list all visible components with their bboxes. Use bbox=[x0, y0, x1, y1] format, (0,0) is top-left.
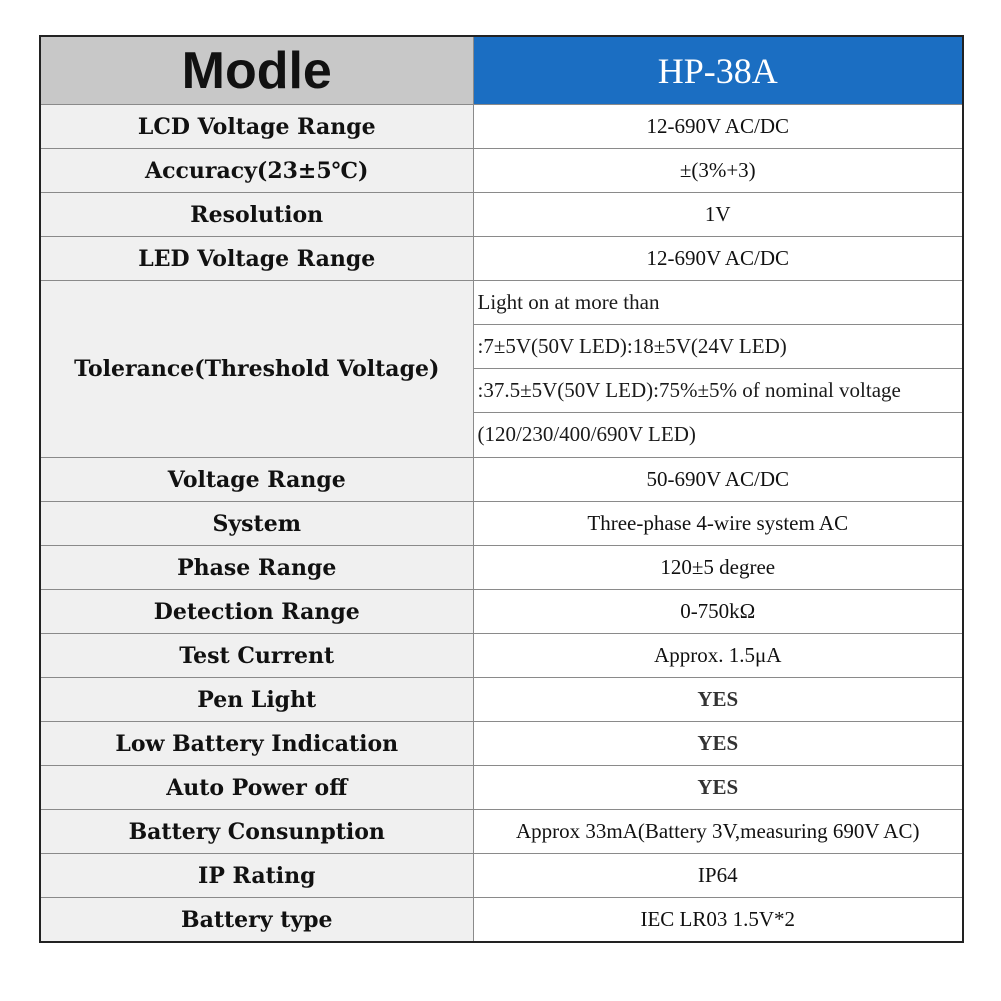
spec-value: IP64 bbox=[473, 854, 963, 898]
spec-value: YES bbox=[473, 766, 963, 810]
spec-label: Voltage Range bbox=[40, 458, 473, 502]
spec-row bbox=[40, 898, 963, 943]
spec-label: Auto Power off bbox=[40, 766, 473, 810]
tolerance-label: Tolerance(Threshold Voltage) bbox=[40, 281, 473, 458]
spec-row bbox=[40, 149, 963, 193]
spec-label: Detection Range bbox=[40, 590, 473, 634]
spec-value: 0-750kΩ bbox=[473, 590, 963, 634]
spec-label: Test Current bbox=[40, 634, 473, 678]
spec-row bbox=[40, 237, 963, 281]
spec-value: Approx. 1.5μA bbox=[473, 634, 963, 678]
spec-value: 1V bbox=[473, 193, 963, 237]
tolerance-line: Light on at more than bbox=[474, 281, 963, 325]
model-label: Modle bbox=[40, 36, 473, 105]
spec-label: Accuracy(23±5℃) bbox=[40, 149, 473, 193]
spec-value: 12-690V AC/DC bbox=[473, 105, 963, 149]
tolerance-row bbox=[40, 281, 963, 458]
model-value: HP-38A bbox=[473, 36, 963, 105]
spec-table bbox=[39, 35, 964, 943]
spec-row bbox=[40, 105, 963, 149]
spec-row bbox=[40, 678, 963, 722]
spec-label: Low Battery Indication bbox=[40, 722, 473, 766]
spec-label: LCD Voltage Range bbox=[40, 105, 473, 149]
spec-label: Phase Range bbox=[40, 546, 473, 590]
spec-row bbox=[40, 766, 963, 810]
spec-value: ±(3%+3) bbox=[473, 149, 963, 193]
spec-row bbox=[40, 458, 963, 502]
spec-value: 50-690V AC/DC bbox=[473, 458, 963, 502]
spec-row bbox=[40, 546, 963, 590]
spec-label: LED Voltage Range bbox=[40, 237, 473, 281]
spec-value: 120±5 degree bbox=[473, 546, 963, 590]
spec-row bbox=[40, 193, 963, 237]
spec-value: IEC LR03 1.5V*2 bbox=[473, 898, 963, 943]
header-row bbox=[40, 36, 963, 105]
spec-value: 12-690V AC/DC bbox=[473, 237, 963, 281]
tolerance-line: :37.5±5V(50V LED):75%±5% of nominal voltage bbox=[474, 369, 963, 413]
spec-label: Resolution bbox=[40, 193, 473, 237]
spec-value: YES bbox=[473, 722, 963, 766]
spec-label: Pen Light bbox=[40, 678, 473, 722]
spec-label: System bbox=[40, 502, 473, 546]
tolerance-line: :7±5V(50V LED):18±5V(24V LED) bbox=[474, 325, 963, 369]
spec-label: Battery type bbox=[40, 898, 473, 943]
spec-row bbox=[40, 502, 963, 546]
spec-value: Approx 33mA(Battery 3V,measuring 690V AC) bbox=[473, 810, 963, 854]
spec-value: YES bbox=[473, 678, 963, 722]
spec-row bbox=[40, 810, 963, 854]
spec-value: Three-phase 4-wire system AC bbox=[473, 502, 963, 546]
tolerance-value bbox=[473, 281, 963, 458]
spec-label: IP Rating bbox=[40, 854, 473, 898]
spec-row bbox=[40, 590, 963, 634]
spec-label: Battery Consunption bbox=[40, 810, 473, 854]
tolerance-line: (120/230/400/690V LED) bbox=[477, 422, 696, 446]
spec-row bbox=[40, 722, 963, 766]
spec-row bbox=[40, 854, 963, 898]
spec-row bbox=[40, 634, 963, 678]
